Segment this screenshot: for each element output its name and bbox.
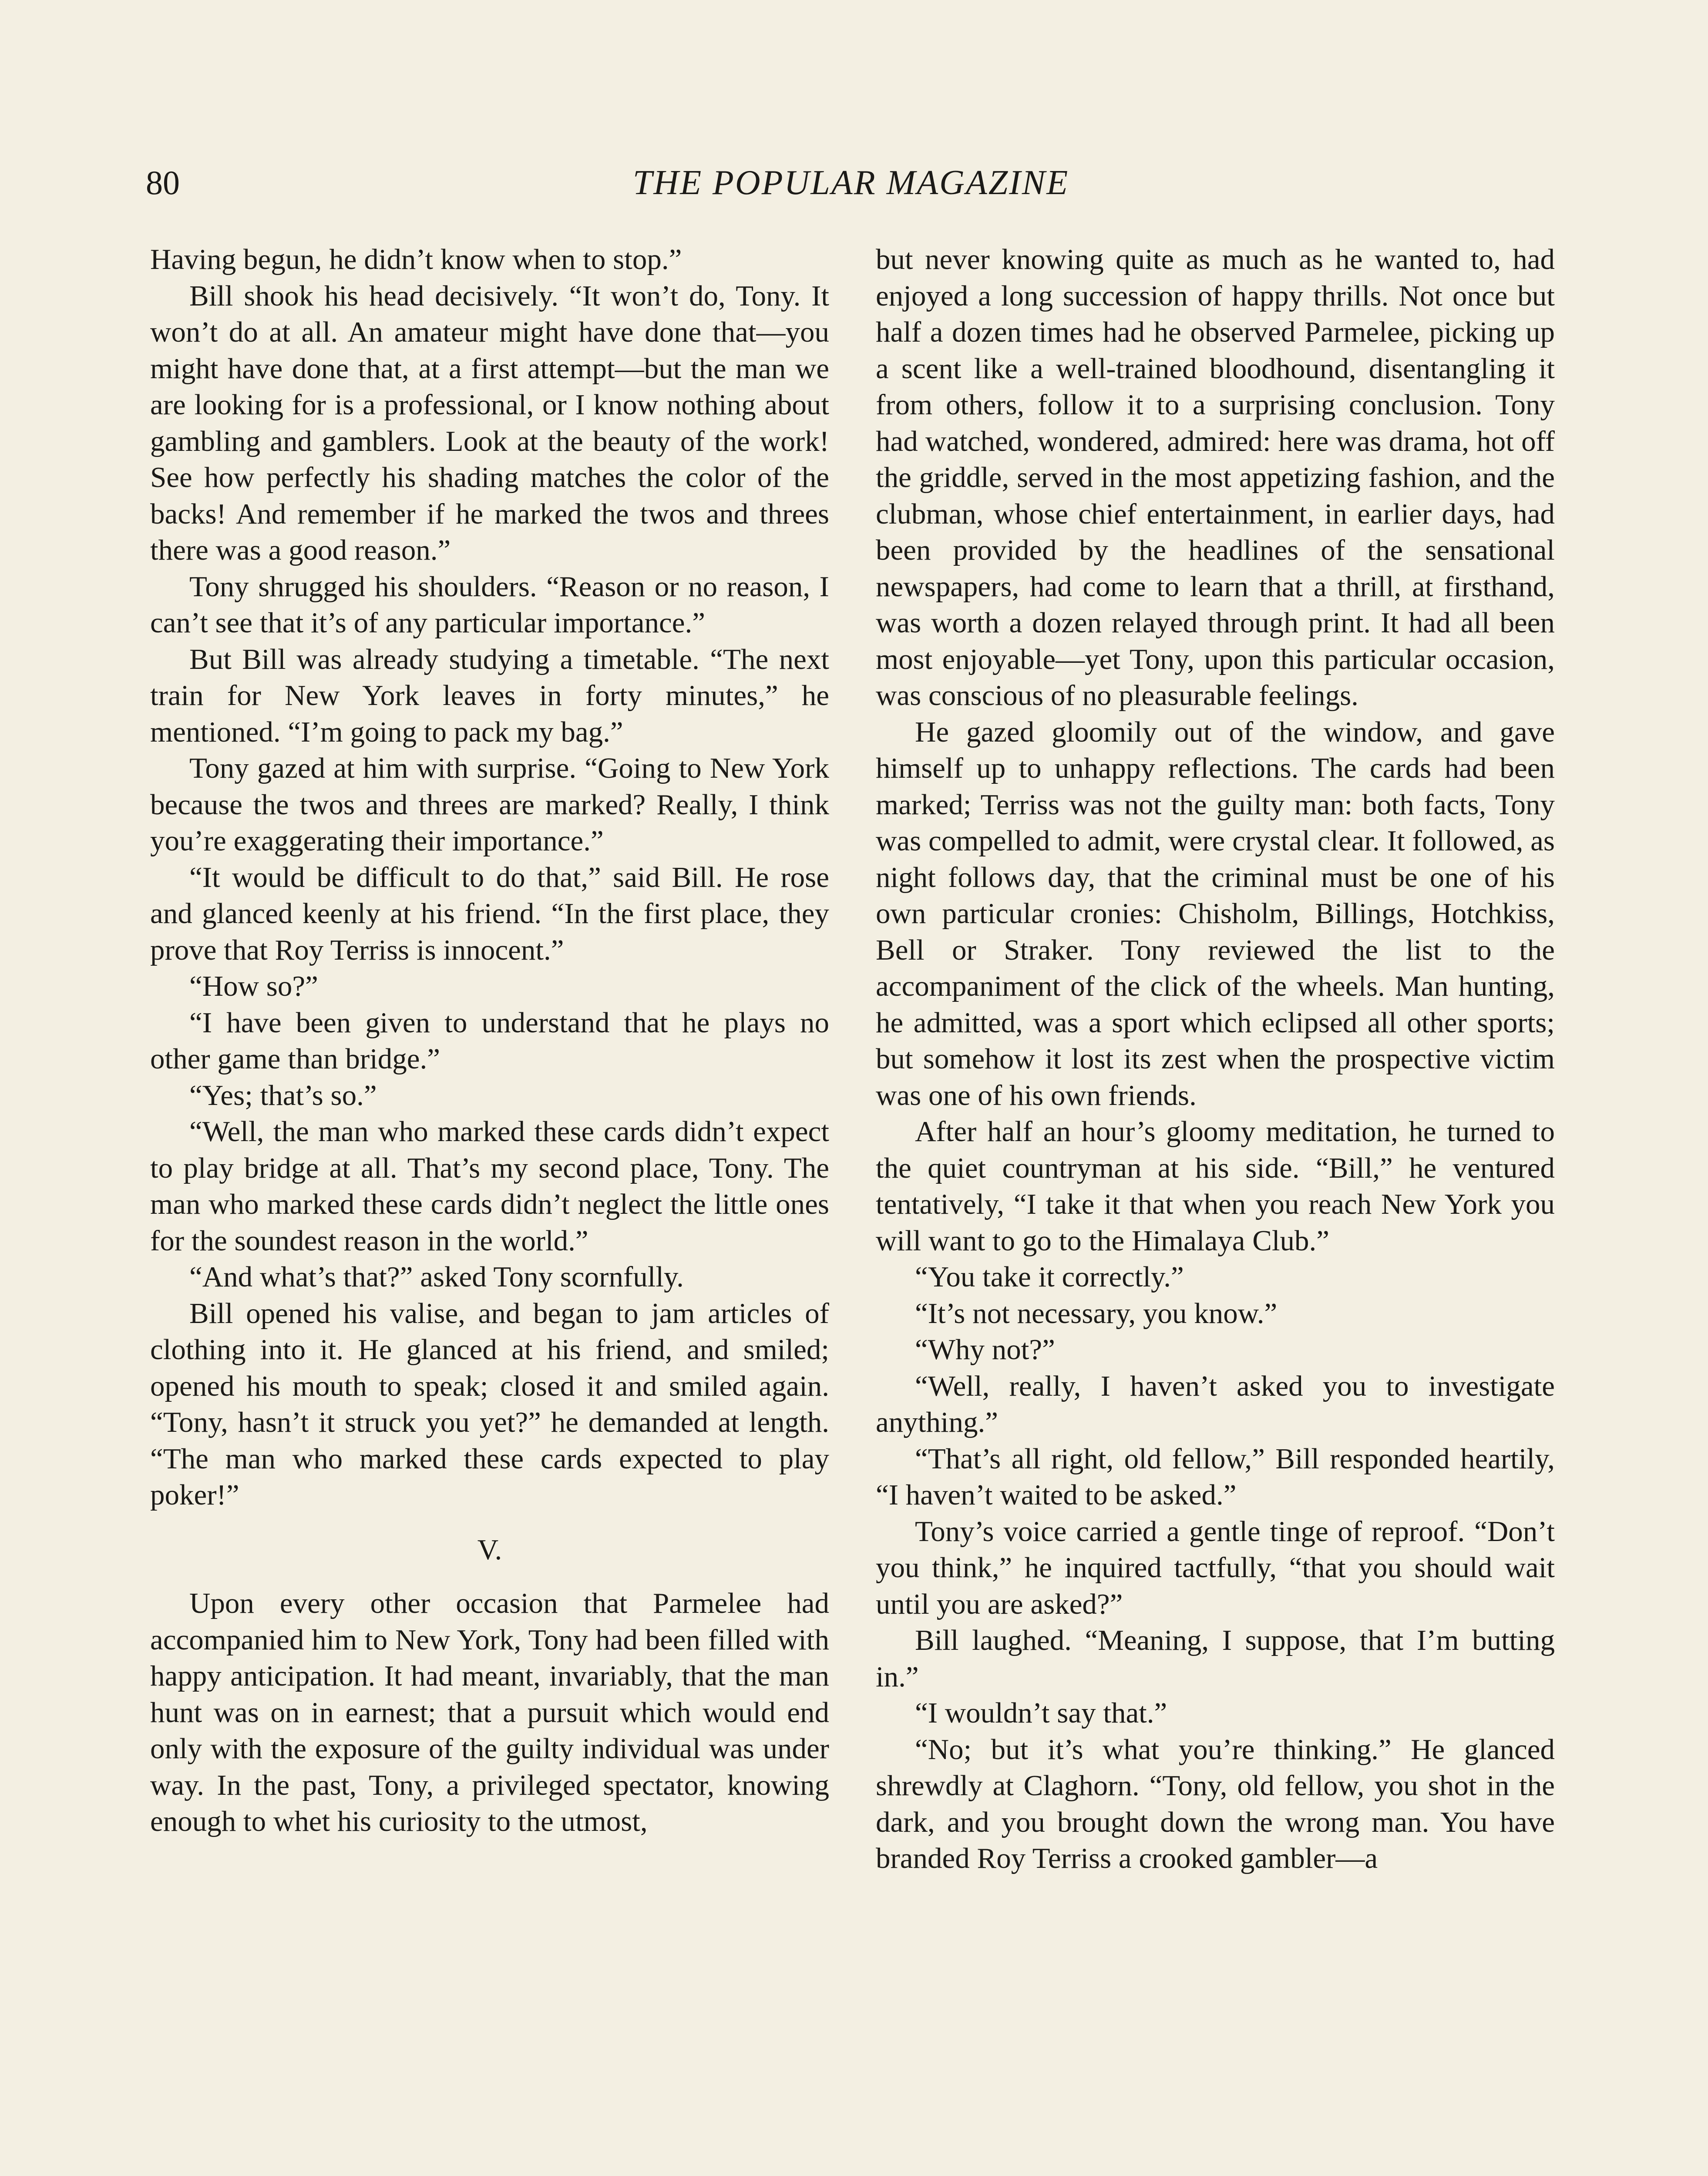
paragraph: “You take it correctly.” — [915, 1261, 1184, 1293]
paragraph: Having begun, he didn’t know when to stop.” — [150, 243, 682, 275]
paragraph: Tony gazed at him with surprise. “Going to New York because the twos and threes are marked? Really, I think you’re exaggerating their importance.” — [150, 752, 829, 857]
paragraph: “It’s not necessary, you know.” — [915, 1297, 1278, 1330]
paragraph: Bill laughed. “Meaning, I suppose, that I’m butting in.” — [876, 1624, 1555, 1693]
paragraph: “No; but it’s what you’re thinking.” He glanced shrewdly at Claghorn. “Tony, old fellow, you shot in the dark, and you brought down the wrong man. You have branded Roy Terriss a crooked gambler—a — [876, 1733, 1555, 1874]
paragraph: Upon every other occasion that Parmelee had accompanied him to New York, Tony had been filled with happy anticipation. It had meant, invariably, that the man hunt was on in earnest; that a pursuit which would end only with the exposure of the guilty individual was under way. In the past, Tony, a privileged spectator, knowing enough to whet his curiosity to the utmost, — [150, 1587, 829, 1837]
paragraph: Tony shrugged his shoulders. “Reason or no reason, I can’t see that it’s of any particular importance.” — [150, 570, 829, 639]
paragraph: Tony’s voice carried a gentle tinge of reproof. “Don’t you think,” he inquired tactfully, “that you should wait until you are asked?” — [876, 1515, 1555, 1620]
paragraph: Bill opened his valise, and began to jam articles of clothing into it. He glanced at his friend, and smiled; opened his mouth to speak; closed it and smiled again. “Tony, hasn’t it struck you yet?” he demanded at length. “The man who marked these cards expected to play poker!” — [150, 1297, 829, 1511]
paragraph: He gazed gloomily out of the window, and gave himself up to unhappy reflections. The cards had been marked; Terriss was not the guilty man: both facts, Tony was compelled to admit, were crystal clear. It followed, as night follows day, that the criminal must be one of his own particular cronies: Chisholm, Billings, Hotchkiss, Bell or Straker. Tony reviewed the list to the accompaniment of the click of the wheels. Man hunting, he admitted, was a sport which eclipsed all other sports; but somehow it lost its zest when the prospective victim was one of his own friends. — [876, 715, 1555, 1112]
paragraph: “I have been given to understand that he plays no other game than bridge.” — [150, 1006, 829, 1075]
paragraph: “It would be difficult to do that,” said Bill. He rose and glanced keenly at his friend. “In the first place, they prove that Roy Terriss is innocent.” — [150, 861, 829, 966]
paragraph: After half an hour’s gloomy meditation, he turned to the quiet countryman at his side. “Bill,” he ventured tentatively, “I take it that when you reach New York you will want to go to the Himalaya Club.” — [876, 1115, 1555, 1257]
paragraph: but never knowing quite as much as he wanted to, had enjoyed a long succession of happy thrills. Not once but half a dozen times had he observed Parmelee, picking up a scent like a well-trained bloodhound, disentangling it from others, follow it to a surprising conclusion. Tony had watched, wondered, admired: here was drama, hot off the griddle, served in the most appetizing fashion, and the clubman, whose chief entertainment, in earlier days, had been provided by the headlines of the sensational newspapers, had come to learn that a thrill, at firsthand, was worth a dozen relayed through print. It had all been most enjoyable—yet Tony, upon this particular occasion, was conscious of no pleasurable feelings. — [876, 243, 1555, 712]
paragraph: “Why not?” — [915, 1333, 1055, 1366]
page-number: 80 — [146, 164, 180, 201]
right-column — [876, 242, 1555, 1877]
paragraph: “Well, the man who marked these cards didn’t expect to play bridge at all. That’s my second place, Tony. The man who marked these cards didn’t neglect the little ones for the soundest reason in the world.” — [150, 1115, 829, 1257]
paragraph: “And what’s that?” asked Tony scornfully. — [189, 1261, 684, 1293]
paragraph: “Well, really, I haven’t asked you to investigate anything.” — [876, 1370, 1555, 1438]
paragraph: “I wouldn’t say that.” — [915, 1697, 1167, 1729]
left-column — [150, 242, 829, 1840]
page-header — [146, 161, 1556, 213]
running-title: THE POPULAR MAGAZINE — [632, 164, 1069, 202]
paragraph: But Bill was already studying a timetable. “The next train for New York leaves in forty minutes,” he mentioned. “I’m going to pack my bag.” — [150, 643, 829, 748]
paragraph: “How so?” — [189, 970, 318, 1002]
paragraph: Bill shook his head decisively. “It won’t do, Tony. It won’t do at all. An amateur might have done that—you might have done that, at a first attempt—but the man we are looking for is a professional, or I know nothing about gambling and gamblers. Look at the beauty of the work! See how perfectly his shading matches the color of the backs! And remember if he marked the twos and threes there was a good reason.” — [150, 279, 829, 566]
paragraph: “Yes; that’s so.” — [189, 1079, 377, 1112]
paragraph: “That’s all right, old fellow,” Bill responded heartily, “I haven’t waited to be asked.” — [876, 1442, 1555, 1511]
section-heading: V. — [477, 1533, 502, 1566]
